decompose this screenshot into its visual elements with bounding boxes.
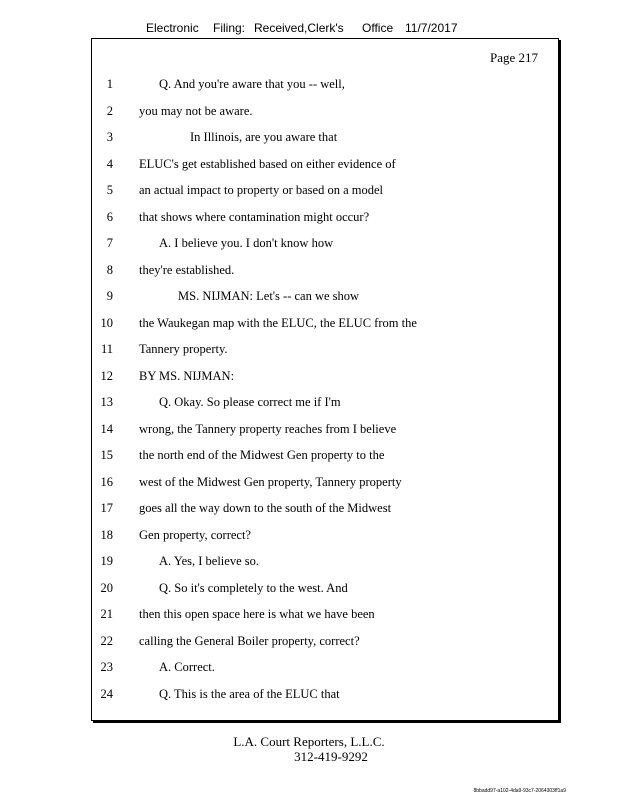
line-number: 5 (106, 183, 113, 197)
transcript-line (92, 473, 558, 491)
transcript-line (92, 261, 558, 279)
line-number: 8 (106, 262, 113, 277)
line-number: 9 (106, 289, 113, 303)
line-number: 23 (100, 660, 113, 674)
filing-stamp-filing: Filing: (213, 21, 246, 35)
line-number: 24 (100, 686, 113, 701)
filing-stamp-received: Received,Clerk's (254, 21, 344, 35)
transcript-line (92, 340, 558, 358)
line-number: 1 (106, 77, 113, 91)
line-number: 16 (100, 474, 113, 489)
line-text: A. Correct. (159, 660, 215, 674)
transcript-line (92, 367, 558, 385)
line-number: 15 (100, 448, 113, 462)
transcript-line (92, 579, 558, 597)
transcript-line (92, 605, 558, 623)
filing-stamp-electronic: Electronic (146, 21, 199, 35)
line-text: Q. So it's completely to the west. And (159, 580, 348, 595)
line-number: 6 (106, 209, 113, 224)
line-text: BY MS. NIJMAN: (139, 368, 235, 383)
line-number: 17 (100, 501, 113, 515)
line-text: the Waukegan map with the ELUC, the ELUC from the (139, 315, 417, 330)
page-number: Page 217 (489, 50, 538, 65)
line-text: In Illinois, are you aware that (190, 130, 338, 144)
transcript-line (92, 658, 558, 676)
line-text: an actual impact to property or based on a model (139, 183, 384, 197)
transcript-line (92, 234, 558, 252)
line-text: Q. This is the area of the ELUC that (159, 686, 340, 701)
line-text: that shows where contamination might occur? (139, 209, 370, 224)
transcript-line (92, 287, 558, 305)
line-text: wrong, the Tannery property reaches from I believe (139, 421, 397, 436)
transcript-line (92, 181, 558, 199)
transcript-line (92, 685, 558, 703)
line-text: Q. And you're aware that you -- well, (159, 77, 345, 91)
line-text: then this open space here is what we have been (139, 607, 375, 621)
document-hash: 8bbadd97-a102-4da9-93c7-2064303ff1a9 (473, 788, 566, 794)
line-text: calling the General Boiler property, correct? (139, 633, 360, 648)
line-number: 12 (100, 368, 113, 383)
transcript-line (92, 128, 558, 146)
transcript-line (92, 499, 558, 517)
filing-stamp-date: 11/7/2017 (405, 21, 458, 35)
filing-stamp-office: Office (362, 21, 394, 35)
transcript-line (92, 208, 558, 226)
transcript-page (91, 38, 559, 721)
reporter-company: L.A. Court Reporters, L.L.C. (233, 734, 385, 749)
line-number: 11 (100, 342, 113, 356)
line-number: 2 (106, 103, 113, 118)
line-text: MS. NIJMAN: Let's -- can we show (178, 289, 360, 303)
line-text: the north end of the Midwest Gen property to the (139, 448, 385, 462)
line-number: 20 (100, 580, 113, 595)
line-text: Q. Okay. So please correct me if I'm (159, 395, 341, 409)
line-text: goes all the way down to the south of the Midwest (139, 501, 392, 515)
line-text: Gen property, correct? (139, 527, 251, 542)
line-number: 4 (106, 156, 113, 171)
line-number: 22 (100, 633, 113, 648)
line-text: ELUC's get established based on either evidence of (139, 156, 396, 171)
transcript-line (92, 393, 558, 411)
line-text: Tannery property. (139, 342, 228, 356)
transcript-line (92, 446, 558, 464)
line-text: you may not be aware. (139, 103, 253, 118)
line-number: 19 (100, 554, 113, 568)
line-number: 10 (100, 315, 113, 330)
reporter-phone: 312-419-9292 (294, 749, 368, 764)
line-text: A. I believe you. I don't know how (159, 236, 334, 250)
transcript-line (92, 155, 558, 173)
line-number: 3 (106, 130, 113, 144)
transcript-line (92, 314, 558, 332)
line-text: they're established. (139, 262, 235, 277)
transcript-line (92, 102, 558, 120)
line-number: 7 (106, 236, 113, 250)
line-number: 21 (100, 607, 113, 621)
transcript-line (92, 75, 558, 93)
line-text: west of the Midwest Gen property, Tannery property (139, 474, 402, 489)
transcript-line (92, 420, 558, 438)
reporter-footer (0, 734, 618, 764)
filing-stamp (0, 21, 618, 37)
transcript-line (92, 552, 558, 570)
line-text: A. Yes, I believe so. (159, 554, 259, 568)
line-number: 13 (100, 395, 113, 409)
transcript-line (92, 526, 558, 544)
line-number: 18 (100, 527, 113, 542)
transcript-line (92, 632, 558, 650)
line-number: 14 (100, 421, 113, 436)
